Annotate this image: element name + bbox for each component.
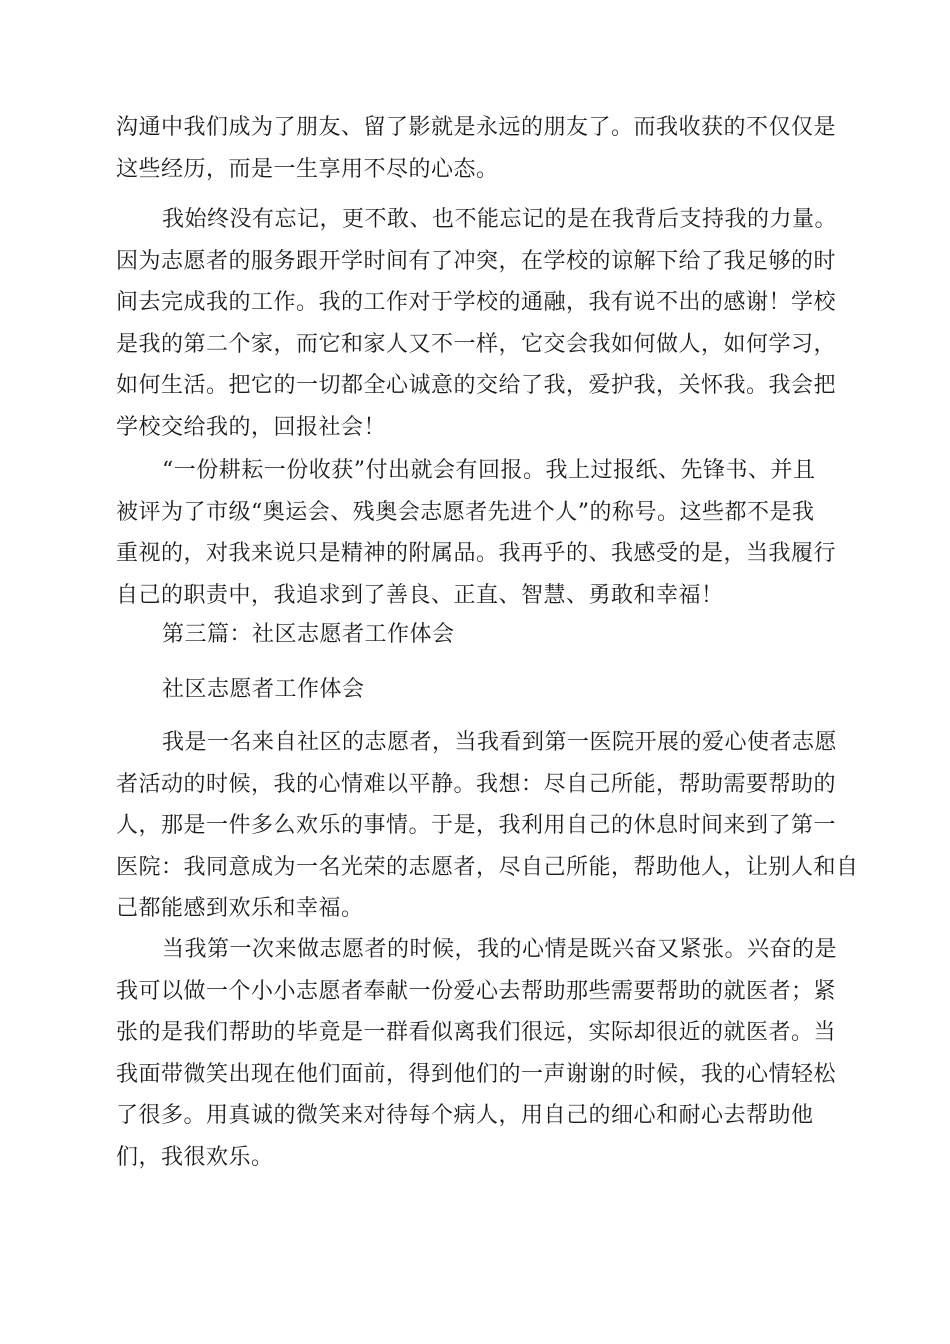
text-line: 医院：我同意成为一名光荣的志愿者，尽自己所能，帮助他人，让别人和自 [116,854,859,880]
article-title [116,669,832,711]
text-line: 我始终没有忘记，更不敢、也不能忘记的是在我背后支持我的力量。 [162,207,838,232]
paragraph-harvest [116,450,837,616]
text-line: “一份耕耘一份收获”付出就会有回报。我上过报纸、先锋书、并且 [162,458,816,483]
text-line: 者活动的时候，我的心情难以平静。我想：尽自己所能，帮助需要帮助的 [116,771,837,797]
text-line: 学校交给我的，回报社会！ [116,414,387,440]
text-line: 们，我很欢乐。 [116,1144,274,1170]
paragraph-friends [116,107,837,190]
text-line: 己都能感到欢乐和幸福。 [116,896,364,921]
text-line: 如何生活。把它的一切都全心诚意的交给了我，爱护我，关怀我。我会把 [116,373,837,398]
text-line: 人，那是一件多么欢乐的事情。于是，我利用自己的休息时间来到了第一 [116,813,837,838]
text-line: 第三篇：社区志愿者工作体会 [162,622,455,647]
text-line: 因为志愿者的服务跟开学时间有了冲突，在学校的谅解下给了我足够的时 [116,248,837,274]
text-line: 当我第一次来做志愿者的时候，我的心情是既兴奋又紧张。兴奋的是 [162,937,838,962]
text-line: 间去完成我的工作。我的工作对于学校的通融，我有说不出的感谢！学校 [116,290,837,315]
text-line: 沟通中我们成为了朋友、留了影就是永远的朋友了。而我收获的不仅仅是 [116,115,837,140]
text-line: 了很多。用真诚的微笑来对待每个病人，用自己的细心和耐心去帮助他 [116,1103,814,1128]
text-line: 重视的，对我来说只是精神的附属品。我再乎的、我感受的是，当我履行 [116,541,837,566]
paragraph-support [116,199,838,448]
text-line: 我可以做一个小小志愿者奉献一份爱心去帮助那些需要帮助的就医者；紧 [116,978,837,1004]
text-line: 这些经历，而是一生享用不尽的心态。 [116,156,499,182]
paragraph-introduction [116,722,859,930]
text-line: 被评为了市级“奥运会、残奥会志愿者先进个人”的称号。这些都不是我 [116,499,815,525]
text-line: 自己的职责中，我追求到了善良、正直、智慧、勇敢和幸福！ [116,582,724,608]
paragraph-first-time [116,929,838,1178]
text-line: 是我的第二个家，而它和家人又不一样，它交会我如何做人，如何学习， [116,331,837,357]
text-line: 社区志愿者工作体会 [162,677,365,702]
section-heading [116,614,832,656]
text-line: 我面带微笑出现在他们面前，得到他们的一声谢谢的时候，我的心情轻松 [116,1061,837,1087]
text-line: 我是一名来自社区的志愿者，当我看到第一医院开展的爱心使者志愿 [162,730,838,755]
text-line: 张的是我们帮助的毕竟是一群看似离我们很远，实际却很近的就医者。当 [116,1020,837,1045]
